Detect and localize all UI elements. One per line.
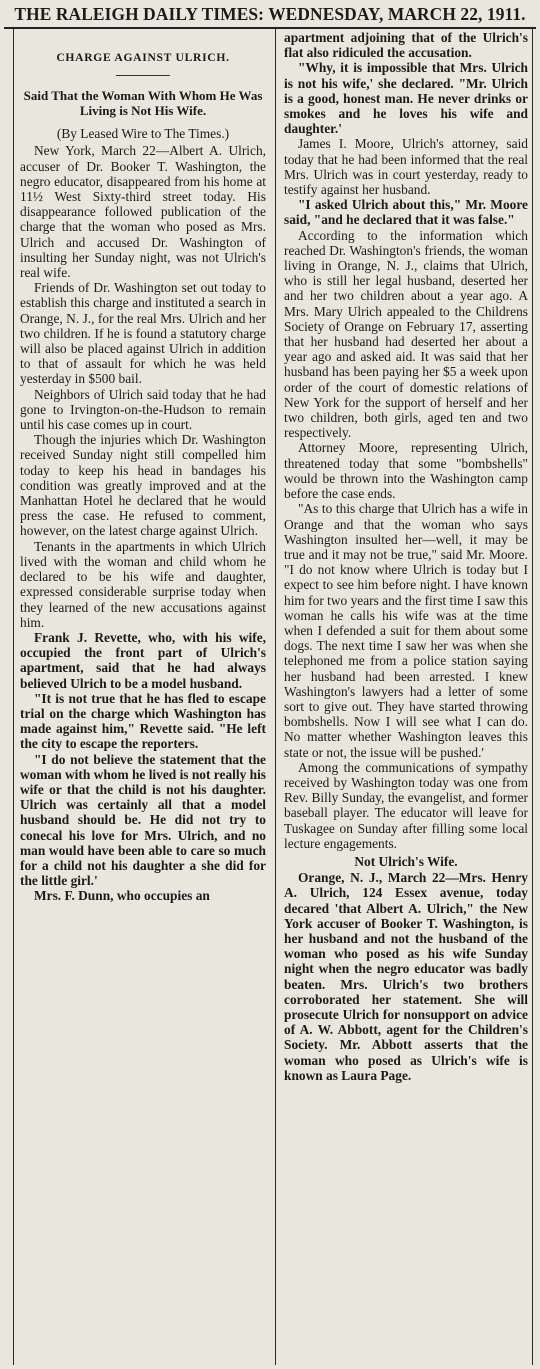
paragraph: Among the communications of sympathy received by Washington today was one from Rev. Billy Sunday, the evangelist, and former baseball player. The educator will leave for Tuskagee on Sunday after filling some local lecture engagements. [284, 759, 528, 851]
heading-rule [116, 75, 170, 76]
paragraph: Neighbors of Ulrich said today that he had gone to Irvington-on-the-Hudson to remain until his case comes up in court. [20, 386, 266, 433]
paragraph: Though the injuries which Dr. Washington received Sunday night still compelled him today to keep his head in bandages his condition was greatly improved and at the Manhattan Hotel he declared that he would press the case. He refused to comment, however, on the latest charge against Ulrich. [20, 432, 266, 539]
paragraph: "I asked Ulrich about this," Mr. Moore said, "and he declared that it was false." [284, 197, 528, 228]
column-one [20, 34, 266, 1084]
paragraph: "I do not believe the statement that the woman with whom he lived is not really his wife or that the child is not his daughter. Ulrich was certainly all that a model husband should be. He did not try to conecal his love for Mrs. Ulrich, and no man would have been able to care so much for a child not his daughter a she did for the little girl.' [20, 751, 266, 889]
paragraph: Orange, N. J., March 22—Mrs. Henry A. Ulrich, 124 Essex avenue, today decared 'that Albert A. Ulrich," the New York accuser of Booker T. Washington, is her husband and not the husband of the woman who posed as his wife Sunday night when the negro educator was badly beaten. Mrs. Ulrich's two brothers corroborated her statement. She will prosecute Ulrich for nonsupport on advice of A. W. Abbott, agent for the Children's Society. Mr. Abbott asserts that the woman who posed as Ulrich's wife is known as Laura Page. [284, 870, 528, 1083]
column-two [284, 30, 528, 1350]
paragraph: According to the information which reached Dr. Washington's friends, the woman living in Orange, N. J., claims that Ulrich, who is still her legal husband, deserted her and her two children about a year ago. A Mrs. Mary Ulrich appealed to the Childrens Society of Orange on February 17, asserting that her husband had deserted her about a year ago and asked aid. It was said that her husband has been paying her $5 a week upon order of the court of domestic relations of New York for the support of herself and her two children, both girls, aged ten and two respectively. [284, 227, 528, 441]
paragraph: Frank J. Revette, who, with his wife, occupied the front part of Ulrich's apartment, said that he had always believed Ulrich to be a model husband. [20, 629, 266, 691]
paragraph: Friends of Dr. Washington set out today to establish this charge and instituted a search in Orange, N. J., for the real Mrs. Ulrich and her two children. If he is found a statutory charge will also be placed against Ulrich in addition to that of assault for which he was held yesterday in $500 bail. [20, 280, 266, 387]
column-rule-left [13, 29, 14, 1365]
masthead: THE RALEIGH DAILY TIMES: WEDNESDAY, MARCH 22, 1911. [14, 4, 526, 24]
paragraph: "As to this charge that Ulrich has a wife in Orange and that the woman who says Washington insulted her—well, it may be true and it may not be true," said Mr. Moore. "I do not know where Ulrich is today but I expect to see him before night. I have known him for two years and the first time I saw this woman he calls his wife was at the time when I defended a suit for them about some dogs. The next time I saw her was when she telephoned me from a police station saying her husband had been arrested. I knew Washington's lawyers had a letter of some sort to give out. They have started throwing bombshells. Now I will see what I can do. No matter whether Washington leaves this state or not, the issue will be pushed.' [284, 501, 528, 760]
paragraph: Mrs. F. Dunn, who occupies an [34, 888, 210, 904]
article-subhead: Said That the Woman With Whom He Was Living is Not His Wife. [23, 88, 263, 119]
section-subhead: Not Ulrich's Wife. [354, 853, 458, 869]
column-rule-right [532, 29, 533, 1365]
paragraph: "It is not true that he has fled to escape trial on the charge which Washington has made against him," Revette said. "He left the city to escape the reporters. [20, 690, 266, 752]
paragraph: apartment adjoining that of the Ulrich's flat also ridiculed the accusation. [284, 30, 528, 61]
article-heading: CHARGE AGAINST ULRICH. [56, 51, 230, 64]
paragraph: James I. Moore, Ulrich's attorney, said today that he had been informed that the real Mrs. Ulrich was in court yesterday, ready to testify against her husband. [284, 136, 528, 198]
paragraph: New York, March 22—Albert A. Ulrich, accuser of Dr. Booker T. Washington, the negro educator, disappeared from his home at 11½ West Sixty-third street today. His disappearance followed publication of the charge that the woman who posed as Mrs. Ulrich and accused Dr. Washington of insulting her Sunday night, was not Ulrich's real wife. [20, 143, 266, 281]
masthead-rule [4, 27, 536, 29]
paragraph: "Why, it is impossible that Mrs. Ulrich is not his wife,' she declared. "Mr. Ulrich is a good, honest man. He never drinks or smokes and he loves his wife and daughter.' [284, 60, 528, 137]
column-rule-middle [275, 29, 276, 1365]
paragraph: Attorney Moore, representing Ulrich, threatened today that some "bombshells" would be thrown into the Washington camp before the case ends. [284, 440, 528, 502]
article-byline: (By Leased Wire to The Times.) [56, 126, 230, 142]
paragraph: Tenants in the apartments in which Ulrich lived with the woman and child whom he declared to be his wife and daughter, expressed considerable surprise today when they learned of the new accusations against him. [20, 538, 266, 630]
